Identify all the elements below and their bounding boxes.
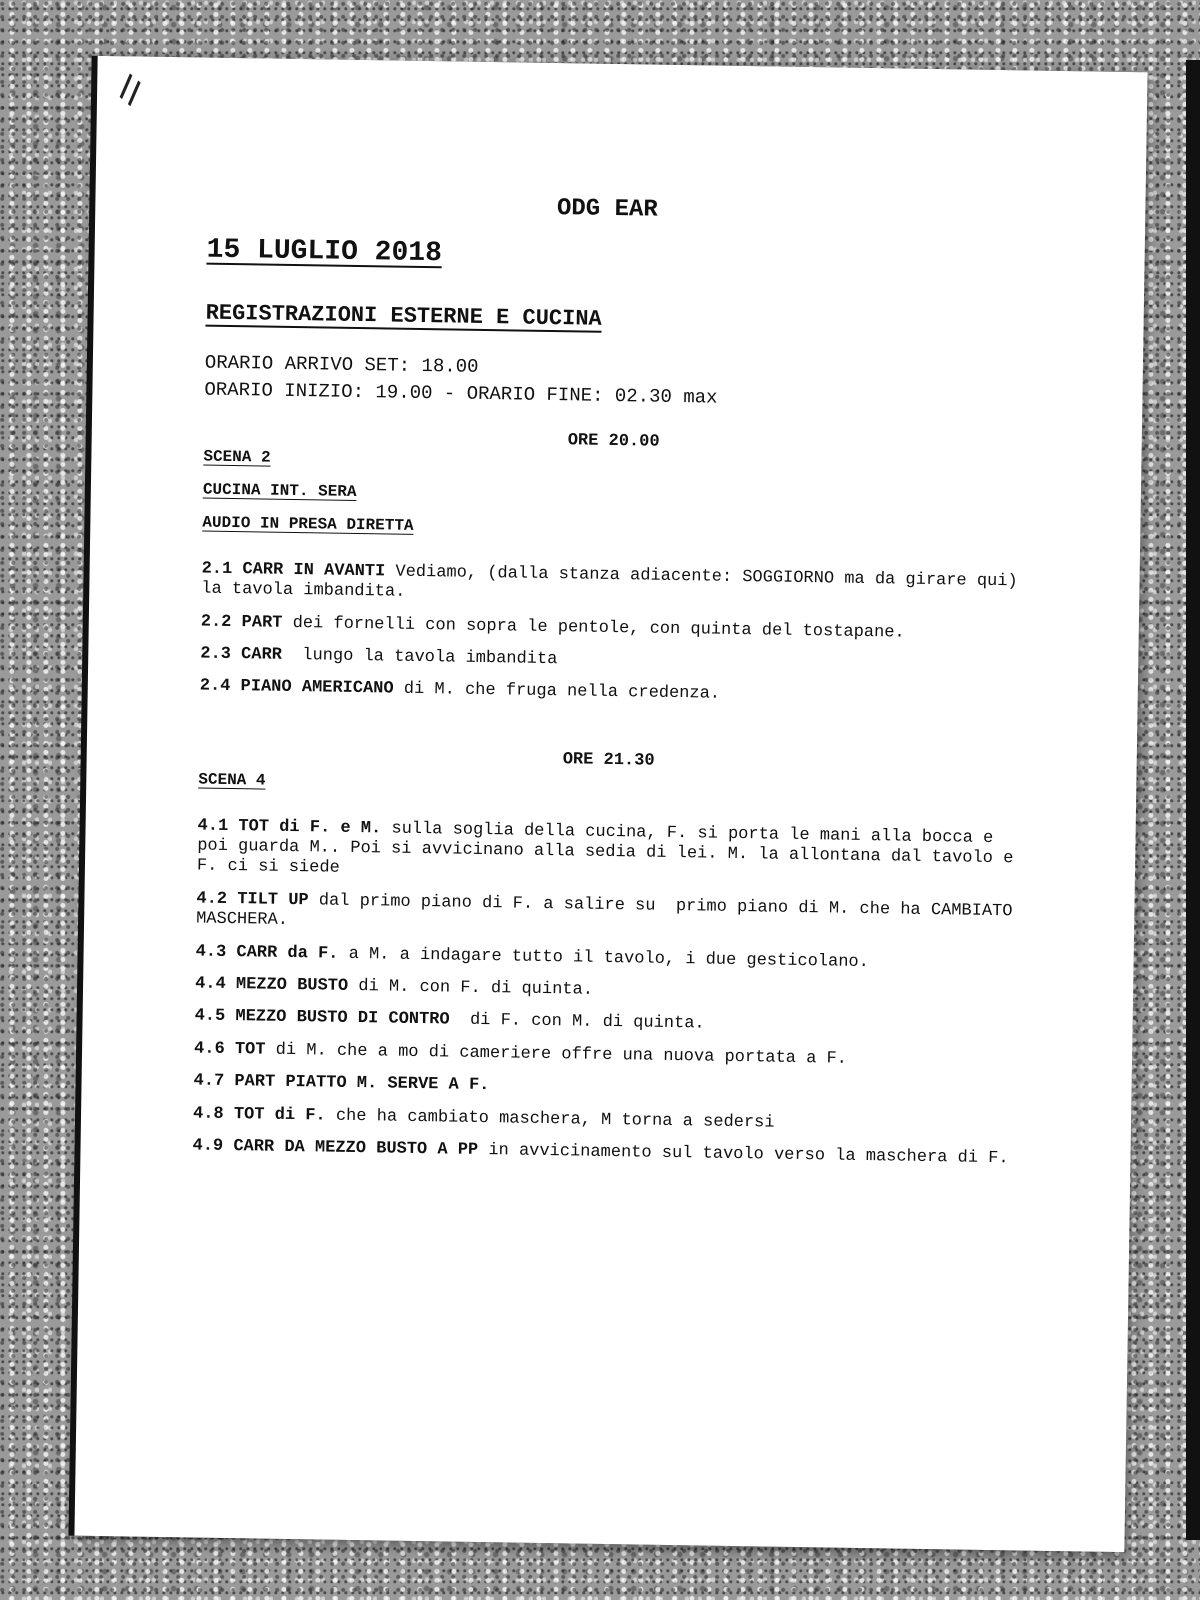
shot-item [195,942,1015,975]
shot-text: di M. che fruga nella credenza. [393,679,721,705]
shot-code: 2.1 CARR IN AVANTI [201,559,386,582]
time-block-2: ORE 21.30 [562,750,655,771]
shot-item [193,1104,1013,1137]
shot-text: dal primo piano di F. a salire su primo piano di M. che ha CAMBIATO MASCHERA. [195,891,1023,931]
paper-sheet [74,56,1147,1552]
shot-item [193,1072,1013,1105]
shot-list-scene-2 [199,559,1029,710]
shot-item [194,1039,1014,1072]
shot-code: 4.4 MEZZO BUSTO [194,974,349,996]
scene-audio: AUDIO IN PRESA DIRETTA [202,513,414,535]
shot-code: 4.6 TOT [193,1039,266,1060]
shot-item [195,889,1023,943]
shot-code: 2.4 PIANO AMERICANO [199,676,394,699]
shot-text: che ha cambiato maschera, M torna a sedersi [325,1106,775,1133]
background-edge [1186,60,1200,1540]
shot-code: 4.3 CARR da F. [195,942,339,964]
shot-item [196,816,1024,890]
shot-item [200,645,1020,678]
scene-location: CUCINA INT. SERA [202,480,357,502]
shot-code: 2.2 PART [200,612,283,633]
start-end-time: ORARIO INIZIO: 19.00 - ORARIO FINE: 02.30 max [204,378,718,409]
scene-title-2: SCENA 2 [203,448,271,468]
document-heading: REGISTRAZIONI ESTERNE E CUCINA [205,300,602,332]
document-content [192,188,1027,1182]
shot-code: 2.3 CARR [200,644,283,665]
shot-item [201,559,1029,613]
shot-code: 4.1 TOT di F. e M. [197,816,382,839]
shot-code: 4.7 PART PIATTO M. SERVE A F. [193,1071,490,1096]
shot-item [194,1007,1014,1040]
shot-text: di M. che a mo di cameriere offre una nuova portata a F. [265,1040,848,1069]
shot-item [201,612,1021,645]
pen-mark: \\ [110,69,150,111]
shot-text: a M. a indagare tutto il tavolo, i due gesticolano. [338,944,870,972]
shot-text: Vediamo, (dalla stanza adiacente: SOGGIORNO ma da girare qui) la tavola imbandita. [201,562,1029,602]
shot-item [192,1136,1012,1169]
shot-code: 4.2 TILT UP [196,889,309,911]
arrival-time: ORARIO ARRIVO SET: 18.00 [204,351,479,379]
scene-title-4: SCENA 4 [198,770,266,790]
shot-text: sulla soglia della cucina, F. si porta le mani alla bocca e poi guarda M.. Poi si avvicinano alla sedia di lei. M. la allontana dal tavolo e F. ci si siede [196,819,1024,879]
shot-item [200,677,1020,710]
schedule [204,350,1025,416]
document-title: ODG EAR [556,195,658,224]
shot-text: in avvicinamento sul tavolo verso la maschera di F. [478,1140,1009,1169]
time-block-1: ORE 20.00 [567,431,660,453]
shot-text: lungo la tavola imbandita [281,645,558,670]
shot-text: dei fornelli con sopra le pentole, con quinta del tostapane. [282,613,905,643]
shot-text: di F. con M. di quinta. [449,1010,705,1034]
shot-text: di M. con F. di quinta. [347,976,594,1000]
shot-code: 4.8 TOT di F. [192,1104,326,1126]
shot-item [195,975,1015,1008]
shot-code: 4.5 MEZZO BUSTO DI CONTRO [194,1006,450,1030]
document-date: 15 LUGLIO 2018 [206,234,443,270]
shot-code: 4.9 CARR DA MEZZO BUSTO A PP [192,1136,479,1160]
shot-list-scene-4 [192,816,1024,1170]
